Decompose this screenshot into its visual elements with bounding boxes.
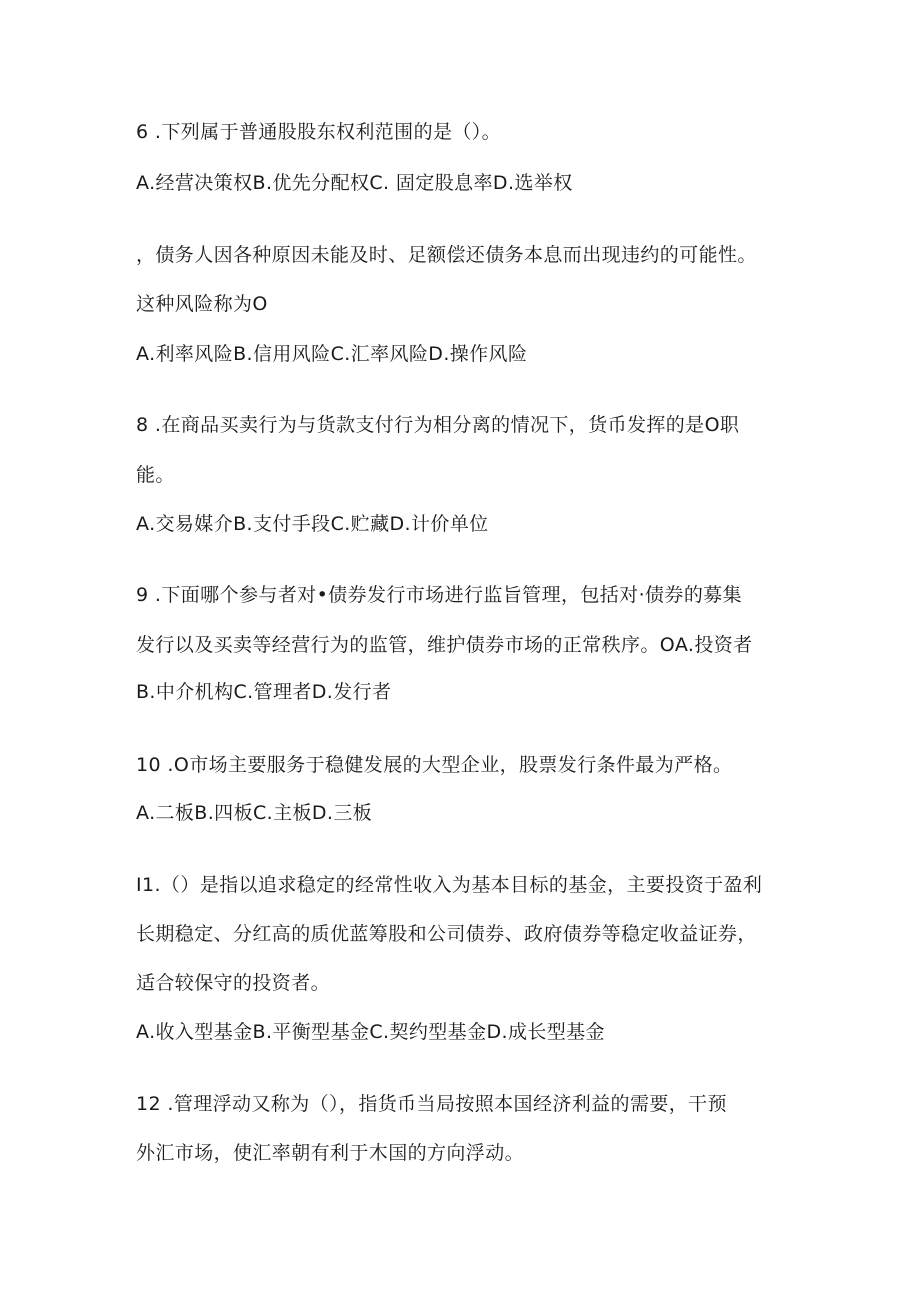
question-7-options: A.利率风险B.信用风险C.汇率风险D.操作风险 bbox=[136, 343, 528, 365]
question-8-options: A.交易媒介B.支付手段C.贮藏D.计价单位 bbox=[136, 513, 489, 535]
question-9-stem-line-1: 9 .下面哪个参与者对•债券发行市场进行监旨管理，包括对·债券的募集 bbox=[136, 584, 743, 606]
question-7-stem-line-2: 这种风险称为O bbox=[136, 293, 268, 315]
question-11-options: A.收入型基金B.平衡型基金C.契约型基金D.成长型基金 bbox=[136, 1021, 605, 1043]
question-11-stem-line-1: I1.（）是指以追求稳定的经常性收入为基本目标的基金，主要投资于盈利 bbox=[136, 874, 763, 896]
question-10-options: A.二板B.四板C.主板D.三板 bbox=[136, 802, 373, 824]
question-12-stem-line-1: 12 .管理浮动又称为（），指货币当局按照本国经济利益的需要，干预 bbox=[136, 1093, 727, 1115]
question-9-options: B.中介机构C.管理者D.发行者 bbox=[136, 681, 392, 703]
question-11-stem-line-2: 长期稳定、分红高的质优蓝筹股和公司债券、政府债券等稳定收益证券， bbox=[136, 923, 757, 945]
question-7-stem-line-1: ，债务人因各种原因未能及时、足额偿还债务本息而出现违约的可能性。 bbox=[136, 244, 757, 266]
question-11-stem-line-3: 适合较保守的投资者。 bbox=[136, 972, 331, 994]
question-8-stem-line-2: 能。 bbox=[136, 464, 175, 486]
question-9-stem-line-2: 发行以及买卖等经营行为的监管，维护债券市场的正常秩序。OA.投资者 bbox=[136, 634, 753, 656]
question-10-stem: 10 .O市场主要服务于稳健发展的大型企业，股票发行条件最为严格。 bbox=[136, 754, 733, 776]
question-6-stem: 6 .下列属于普通股股东权利范围的是（）。 bbox=[136, 121, 502, 143]
question-8-stem-line-1: 8 .在商品买卖行为与货款支付行为相分离的情况下，货币发挥的是O职 bbox=[136, 414, 740, 436]
question-6-options: A.经营决策权B.优先分配权C. 固定股息率D.选举权 bbox=[136, 172, 573, 194]
question-12-stem-line-2: 外汇市场，使汇率朝有利于木国的方向浮动。 bbox=[136, 1142, 525, 1164]
